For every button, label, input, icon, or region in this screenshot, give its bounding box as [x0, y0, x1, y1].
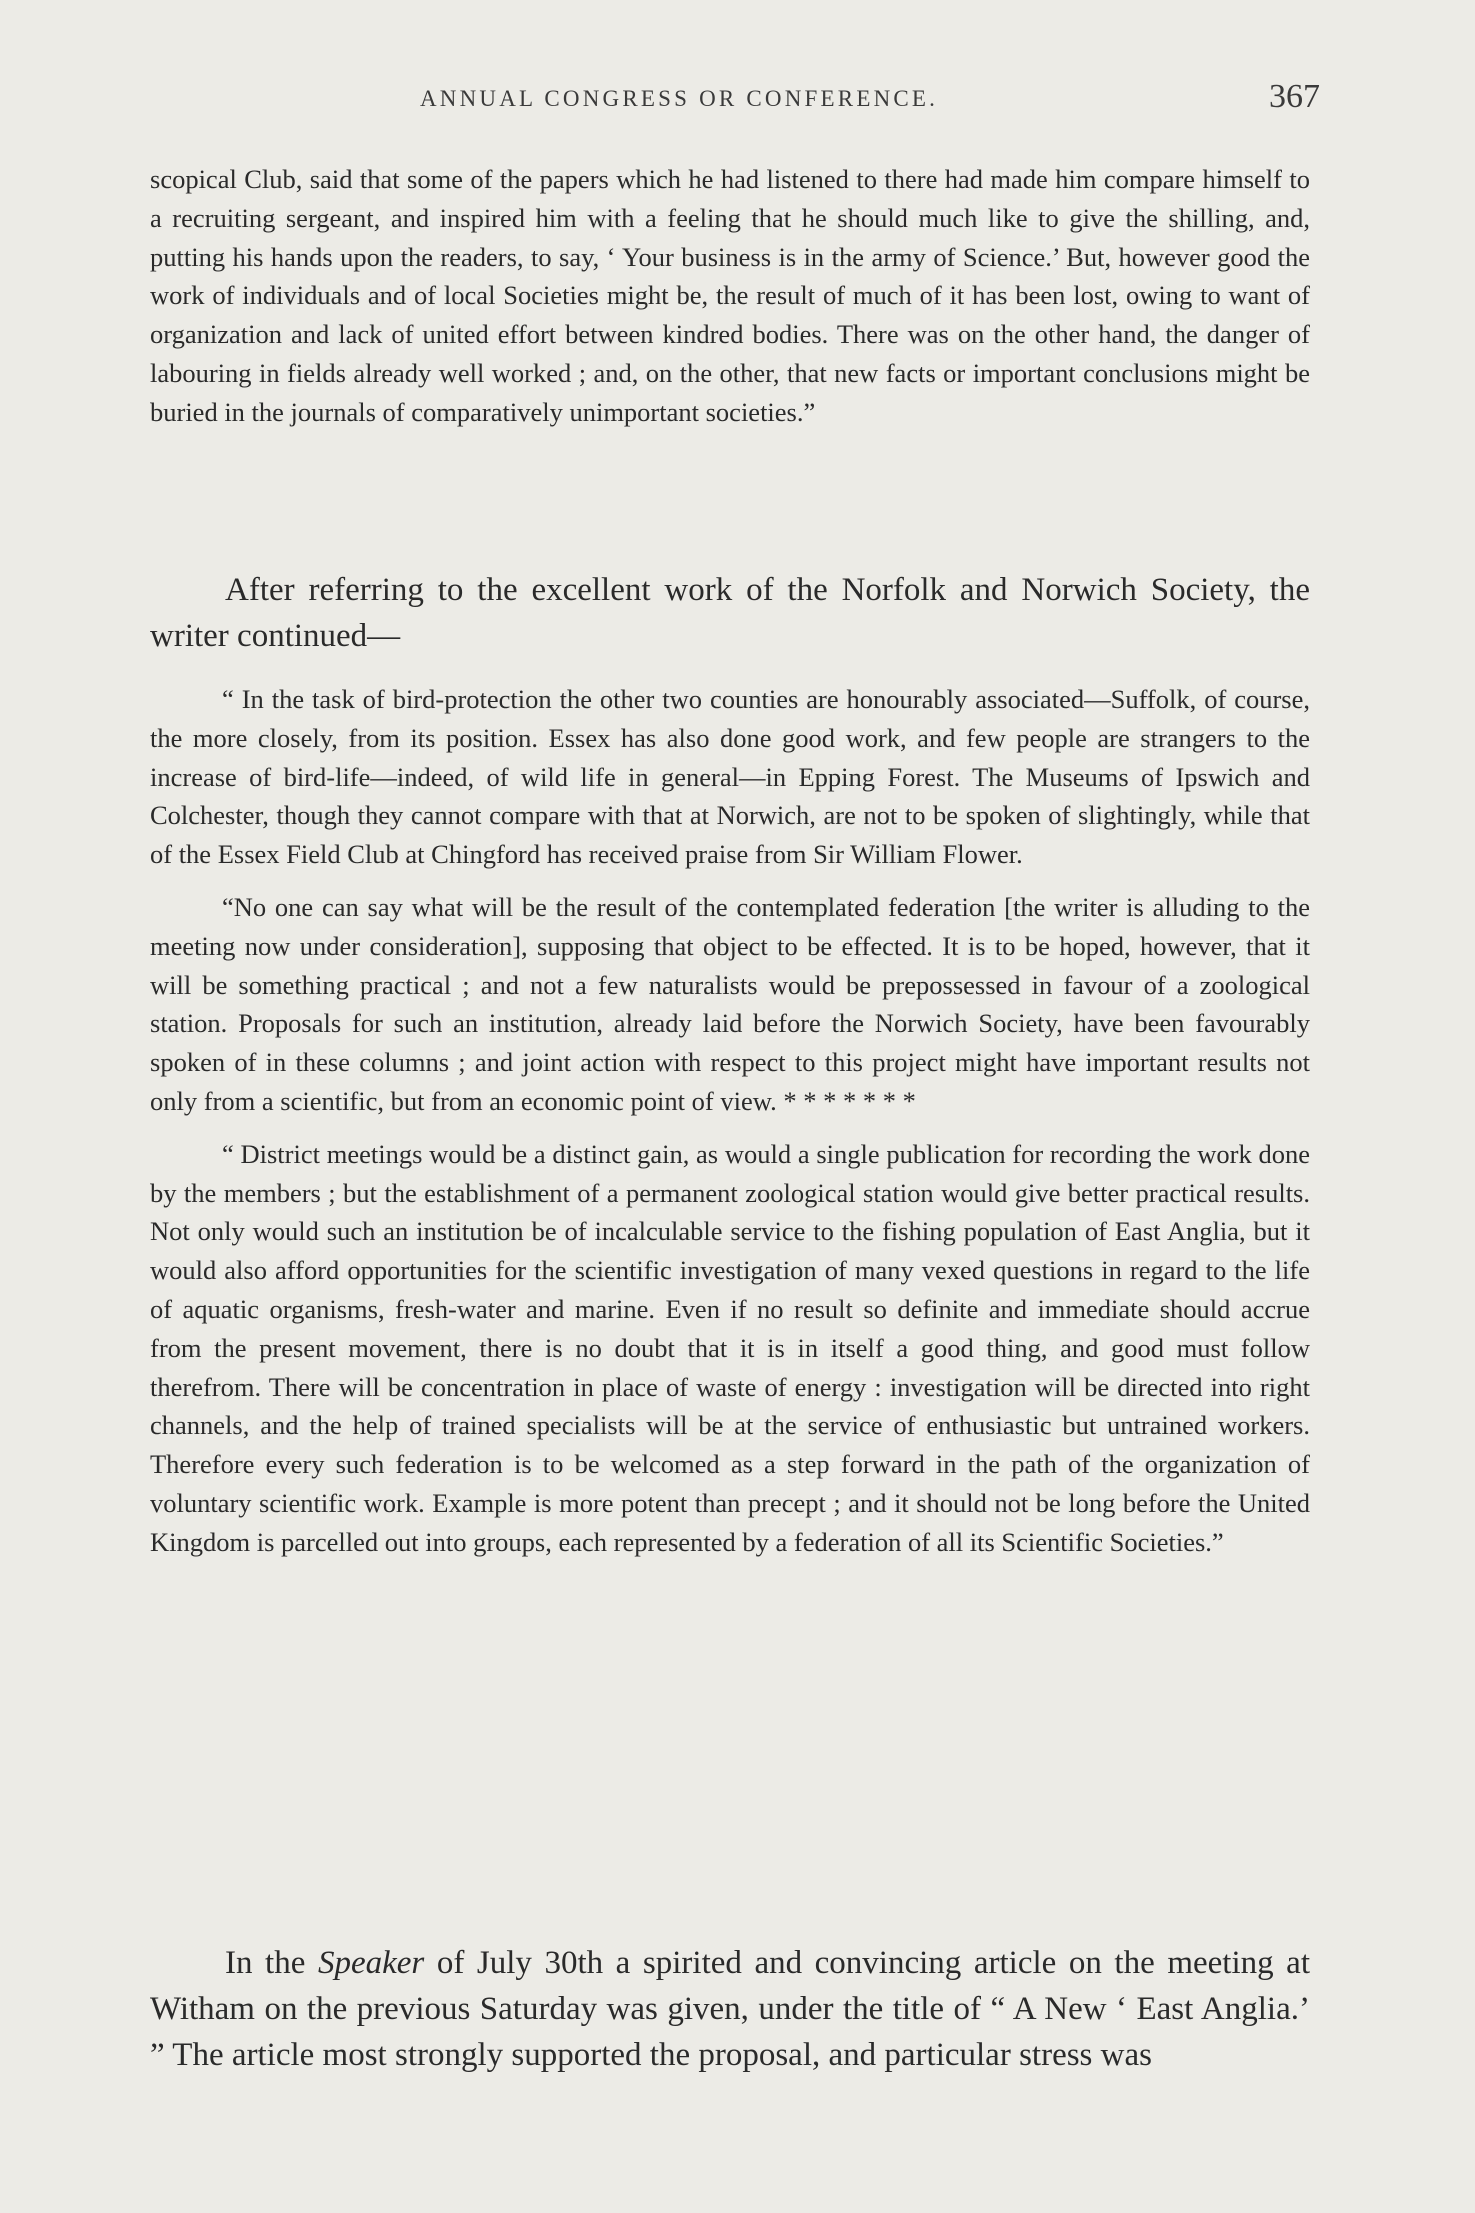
- paragraph-speaker-article: [150, 1940, 1310, 2078]
- paragraph-text: [150, 1940, 1310, 2078]
- quoted-passage: [150, 680, 1310, 1562]
- publication-title: Speaker: [317, 1945, 425, 1981]
- paragraph-text: scopical Club, said that some of the papers which he had listened to there had made him compare himself to a recruiting sergeant, and inspired him with a feeling that he should much like to give the shilling, and, putting his hands upon the readers, to say, ‘ Your business is in the army of Science.’ But, however good the work of individuals and of local Societies might be, the result of much of it has been lost, owing to want of organization and lack of united effort between kindred bodies. There was on the other hand, the danger of labouring in fields already well worked ; and, on the other, that new facts or important conclusions might be buried in the journals of comparatively unimportant societies.”: [150, 164, 1310, 427]
- text-run: of July 30th a spirited and convincing article on the meeting at Witham on the previous Saturday was given, under the title of “ A New ‘ East Anglia.’ ” The article most strongly supported the proposal, and particular stress was: [150, 1945, 1310, 2073]
- text-run: In the: [225, 1945, 318, 1981]
- paragraph-text: After referring to the excellent work of the Norfolk and Norwich Society, the writer continued—: [150, 572, 1310, 654]
- quote-paragraph-district-meetings: “ District meetings would be a distinct gain, as would a single publication for recording the work done by the members ; but the establishment of a permanent zoological station would give better practical results. Not only would such an institution be of incalculable service to the fishing population of East Anglia, but it would also afford opportunities for the scientific investigation of many vexed questions in regard to the life of aquatic organisms, fresh-water and marine. Even if no result so definite and immediate should accrue from the present movement, there is no doubt that it is in itself a good thing, and good must follow therefrom. There will be concentration in place of waste of energy : investigation will be directed into right channels, and the help of trained specialists will be at the service of enthusiastic but untrained workers. Therefore every such federation is to be welcomed as a step forward in the path of the organization of voluntary scientific work. Example is more potent than precept ; and it should not be long before the United Kingdom is parcelled out into groups, each represented by a federation of all its Scientific Societies.”: [150, 1138, 1310, 1557]
- quote-paragraph-federation: “No one can say what will be the result of the contemplated federation [the writer is alluding to the meeting now under consideration], supposing that object to be effected. It is to be hoped, however, that it will be something practical ; and not a few naturalists would be prepossessed in favour of a zoological station. Proposals for such an institution, already laid before the Norwich Society, have been favourably spoken of in these columns ; and joint action with respect to this project might have important results not only from a scientific, but from an economic point of view. * * * * * * *: [150, 891, 1310, 1116]
- running-title: ANNUAL CONGRESS OR CONFERENCE.: [420, 86, 939, 111]
- running-header: [150, 78, 1320, 124]
- page-number: 367: [1269, 78, 1320, 115]
- paragraph-narrative-intro: [150, 567, 1310, 659]
- paragraph-quote-continued: [150, 160, 1310, 432]
- quote-paragraph-bird-protection: “ In the task of bird-protection the other two counties are honourably associated—Suffolk, of course, the more closely, from its position. Essex has also done good work, and few people are strangers to the increase of bird-life—indeed, of wild life in general—in Epping Forest. The Museums of Ipswich and Colchester, though they cannot compare with that at Norwich, are not to be spoken of slightingly, while that of the Essex Field Club at Chingford has received praise from Sir William Flower.: [150, 684, 1310, 870]
